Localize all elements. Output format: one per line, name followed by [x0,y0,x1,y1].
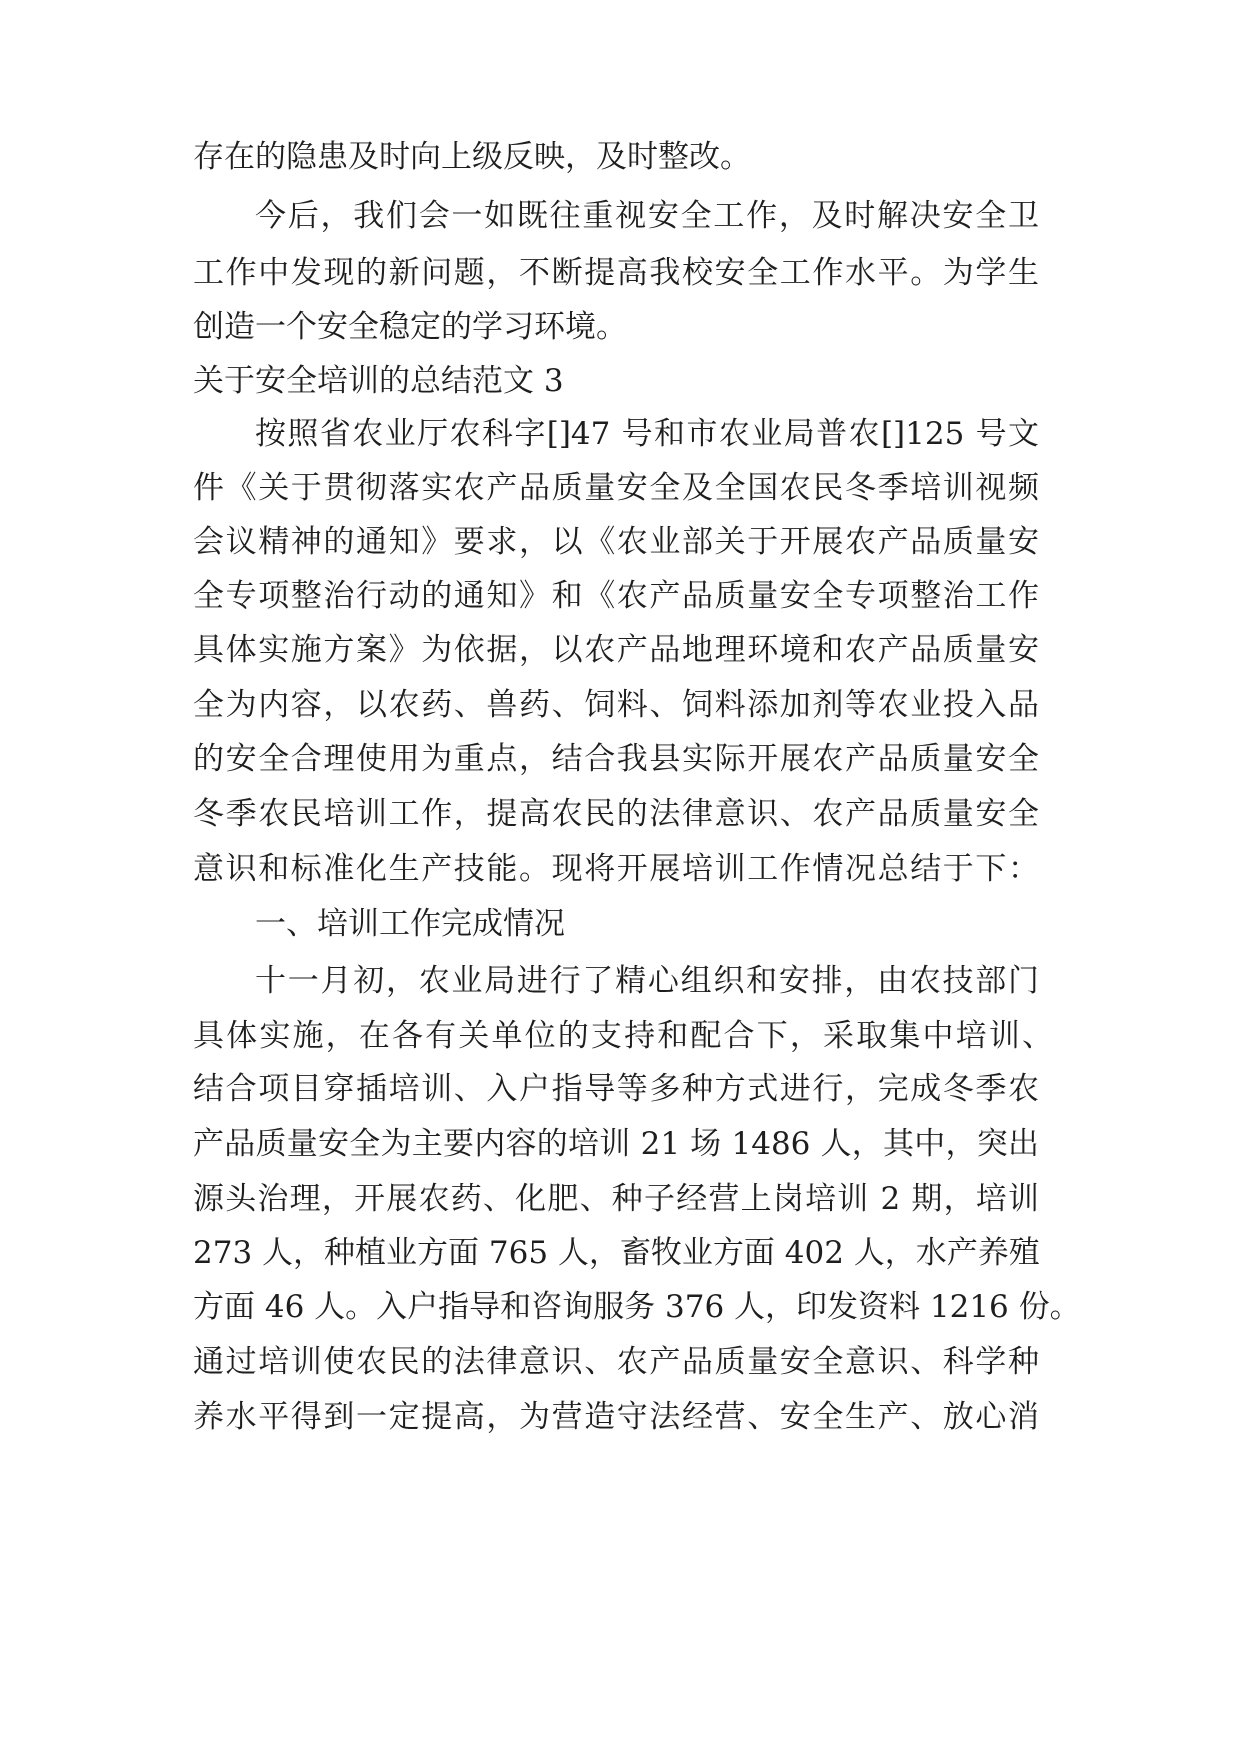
text-line: 通过培训使农民的法律意识、农产品质量安全意识、科学种 [193,1344,1039,1380]
section-title: 关于安全培训的总结范文 3 [193,363,564,399]
text-line: 意识和标准化生产技能。现将开展培训工作情况总结于下： [193,851,1039,887]
text-line: 工作中发现的新问题，不断提高我校安全工作水平。为学生 [193,255,1039,291]
text-line: 全专项整治行动的通知》和《农产品质量安全专项整治工作 [193,578,1039,614]
subheading: 一、培训工作完成情况 [255,906,565,942]
text-line: 养水平得到一定提高，为营造守法经营、安全生产、放心消 [193,1399,1039,1435]
text-line: 具体实施方案》为依据，以农产品地理环境和农产品质量安 [193,632,1039,668]
text-line: 273 人，种植业方面 765 人，畜牧业方面 402 人，水产养殖 [193,1235,1040,1271]
text-line: 具体实施，在各有关单位的支持和配合下，采取集中培训、 [193,1018,1053,1054]
text-line: 方面 46 人。入户指导和咨询服务 376 人，印发资料 1216 份。 [193,1289,1081,1325]
text-line: 全为内容，以农药、兽药、饲料、饲料添加剂等农业投入品 [193,687,1039,723]
text-line: 结合项目穿插培训、入户指导等多种方式进行，完成冬季农 [193,1071,1039,1107]
text-line: 的安全合理使用为重点，结合我县实际开展农产品质量安全 [193,741,1039,777]
text-line: 件《关于贯彻落实农产品质量安全及全国农民冬季培训视频 [193,470,1039,506]
text-line: 按照省农业厅农科字[]47 号和市农业局普农[]125 号文 [255,416,1039,452]
text-line: 今后，我们会一如既往重视安全工作，及时解决安全卫 [255,198,1039,234]
text-line: 源头治理，开展农药、化肥、种子经营上岗培训 2 期，培训 [193,1181,1039,1217]
text-line: 冬季农民培训工作，提高农民的法律意识、农产品质量安全 [193,796,1039,832]
text-line: 十一月初，农业局进行了精心组织和安排，由农技部门 [255,963,1039,999]
text-line: 会议精神的通知》要求，以《农业部关于开展农产品质量安 [193,524,1039,560]
text-line: 存在的隐患及时向上级反映，及时整改。 [193,139,751,175]
text-line: 创造一个安全稳定的学习环境。 [193,309,627,345]
text-line: 产品质量安全为主要内容的培训 21 场 1486 人，其中，突出 [193,1126,1039,1162]
